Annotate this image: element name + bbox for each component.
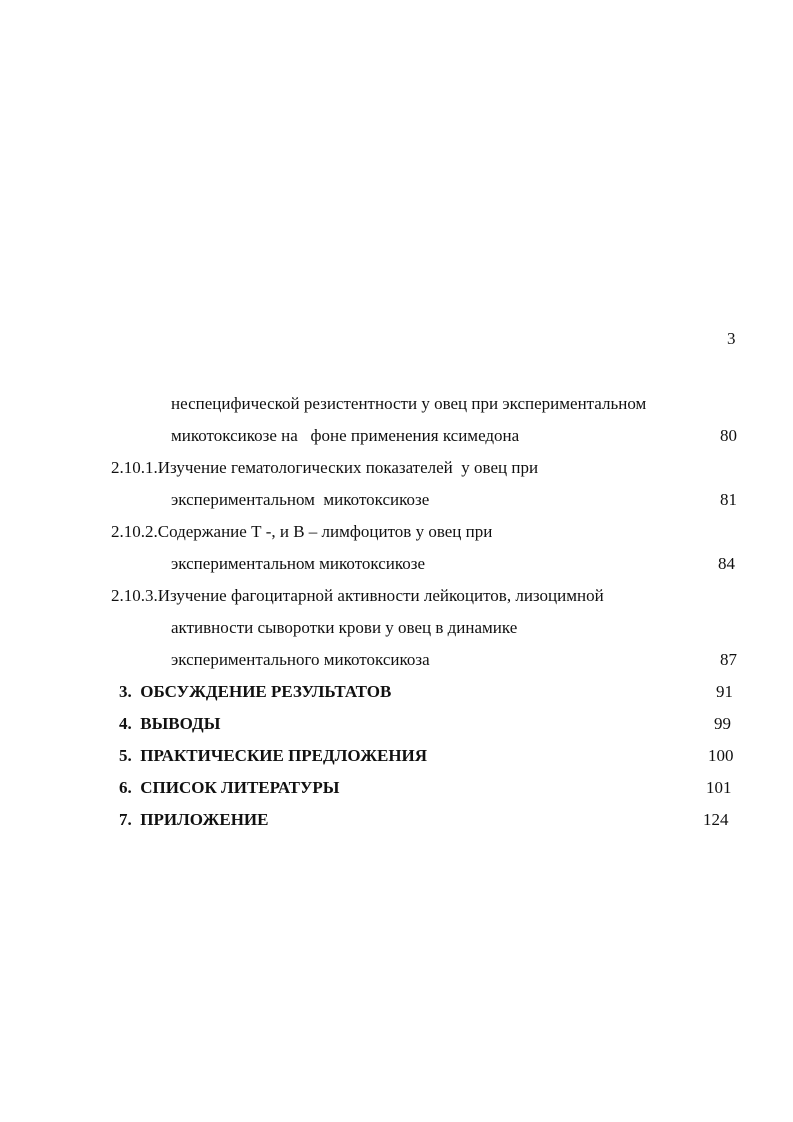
toc-section-6: 6. СПИСОК ЛИТЕРАТУРЫ [119, 778, 340, 797]
page-number: 3 [727, 329, 736, 348]
toc-section-3: 3. ОБСУЖДЕНИЕ РЕЗУЛЬТАТОВ [119, 682, 392, 701]
toc-section-5: 5. ПРАКТИЧЕСКИЕ ПРЕДЛОЖЕНИЯ [119, 746, 428, 765]
toc-page-ref: 99 [714, 714, 731, 733]
toc-item-2-10-3: 2.10.3.Изучение фагоцитарной активности лейкоцитов, лизоцимной [111, 586, 604, 605]
toc-line-continuation: экспериментального микотоксикоза [171, 650, 430, 669]
toc-page-ref: 80 [720, 426, 737, 445]
toc-line-continuation: микотоксикозе на фоне применения ксимедона [171, 426, 520, 445]
toc-section-4: 4. ВЫВОДЫ [119, 714, 221, 733]
toc-page-ref: 87 [720, 650, 737, 669]
toc-page-ref: 91 [716, 682, 733, 701]
toc-line-continuation: экспериментальном микотоксикозе [171, 554, 426, 573]
toc-line-continuation: экспериментальном микотоксикозе [171, 490, 430, 509]
toc-item-2-10-1: 2.10.1.Изучение гематологических показателей у овец при [111, 458, 539, 477]
toc-line-continuation: активности сыворотки крови у овец в динамике [171, 618, 518, 637]
toc-page-ref: 81 [720, 490, 737, 509]
toc-page-ref: 101 [706, 778, 732, 797]
toc-page-ref: 124 [703, 810, 729, 829]
toc-item-2-10-2: 2.10.2.Содержание Т -, и В – лимфоцитов у овец при [111, 522, 493, 541]
toc-page-ref: 100 [708, 746, 734, 765]
toc-page-ref: 84 [718, 554, 735, 573]
toc-line-continuation: неспецифической резистентности у овец при экспериментальном [171, 394, 647, 413]
toc-section-7: 7. ПРИЛОЖЕНИЕ [119, 810, 269, 829]
